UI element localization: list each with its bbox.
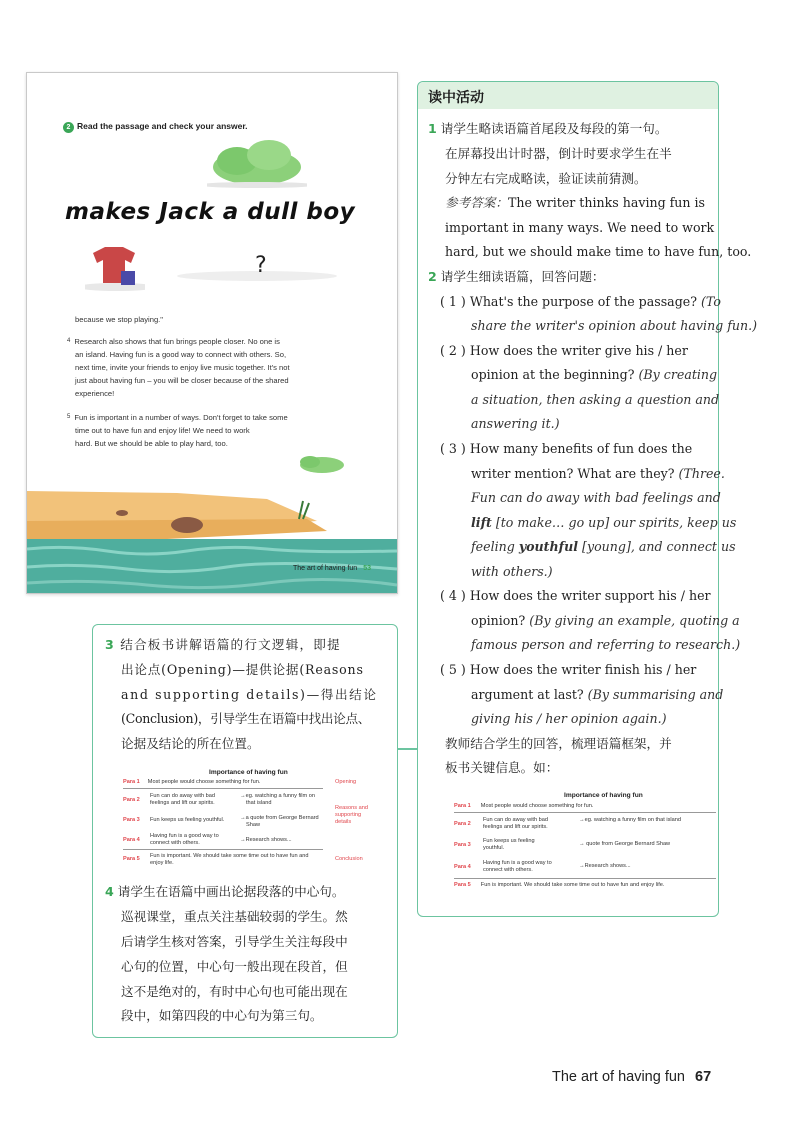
para-label: Para 4 [123, 837, 140, 843]
page-footer [552, 1069, 711, 1085]
answer-line [445, 191, 705, 216]
step-1 [428, 117, 667, 142]
question-text: How many benefits of fun does the [469, 441, 693, 456]
question-number: ( 5 ) [440, 662, 466, 677]
text-line: experience! [75, 389, 115, 398]
question-number: ( 1 ) [440, 294, 466, 309]
cell-text: →Research shows... [579, 863, 631, 869]
structure-tag: Reasons and supporting details [335, 805, 368, 825]
text-line: Fun is important in a number of ways. Don't forget to take some [74, 413, 288, 422]
answer-text: famous person and referring to research.) [471, 637, 741, 652]
cell-text: Fun keeps us feeling [483, 838, 535, 844]
para-label: Para 1 [454, 803, 471, 809]
text-line: 论据及结论的所在位置。 [121, 736, 260, 751]
teaching-steps-box [92, 624, 398, 1038]
step-2 [428, 265, 605, 290]
question-number: ( 4 ) [440, 588, 466, 603]
tshirt-illustration [85, 245, 145, 293]
answer-text: (By creating [638, 367, 718, 382]
box-header-title: 读中活动 [428, 90, 484, 106]
text-line: 在屏幕投出计时器，倒计时要求学生在半 [445, 146, 672, 161]
question-text: argument at last? [471, 687, 584, 702]
text-line: 巡视课堂，重点关注基础较弱的学生。然 [121, 909, 348, 924]
para-label: Para 2 [454, 821, 471, 827]
text-line: 心句的位置，中心句一般出现在段首，但 [121, 959, 348, 974]
question-4 [440, 584, 711, 609]
step-number: 3 [105, 637, 115, 652]
answer-text: Fun can do away with bad feelings and [471, 490, 721, 505]
question-number: ( 2 ) [440, 343, 466, 358]
answer-text: giving his / her opinion again.) [471, 711, 667, 726]
text-line: 段中，如第四段的中心句为第三句。 [121, 1008, 323, 1023]
answer-text: answering it.) [471, 416, 560, 431]
answer-label: 参考答案： [445, 195, 508, 210]
answer-text: (By summarising and [587, 687, 724, 702]
answer-text: share the writer's opinion about having fun.) [471, 318, 758, 333]
step-number: 2 [428, 269, 437, 284]
bush-illustration [207, 135, 307, 190]
text-line: hard, but we should make time to have fun, too. [445, 244, 752, 259]
table-divider [454, 812, 716, 813]
para-label: Para 2 [123, 797, 140, 803]
cell-text: →eg. watching a funny film on that island [579, 817, 681, 823]
step-number: 4 [105, 884, 114, 899]
structure-tag: Conclusion [335, 856, 363, 862]
question-text: How does the writer give his / her [469, 343, 688, 358]
paragraph-3-end: because we stop playing." [75, 315, 163, 324]
structure-tag: Opening [335, 779, 357, 785]
textbook-page-image [26, 72, 398, 594]
answer-text: [young], and connect us [582, 539, 736, 554]
framework-table [454, 792, 716, 892]
question-3 [440, 437, 692, 462]
text-line: 出论点(Opening)—提供论据(Reasons [121, 662, 364, 677]
cell-text: Most people would choose something for fun. [480, 803, 594, 809]
text-line: 后请学生核对答案，引导学生关注每段中 [121, 934, 348, 949]
question-1 [440, 290, 721, 315]
table-title: Importance of having fun [209, 769, 288, 776]
answer-text: with others.) [471, 564, 553, 579]
question-2 [440, 339, 688, 364]
cell-text: connect with others. [150, 840, 200, 846]
text-line: (Conclusion)，引导学生在语篇中找出论点、 [121, 711, 371, 726]
text-line [471, 535, 736, 560]
answer-text: (By giving an example, quoting a [529, 613, 740, 628]
question-5 [440, 658, 696, 683]
para-label: Para 5 [454, 882, 471, 888]
cell-text: Fun can do away with bad [483, 817, 548, 823]
instruction-text: Read the passage and check your answer. [77, 121, 248, 131]
cell-text: Fun is important. We should take some time out to have fun and [150, 853, 309, 859]
cell-text: →eg. watching a funny film on [240, 793, 315, 799]
cell-text: that island [246, 800, 272, 806]
para-label: Para 4 [454, 864, 471, 870]
text-line: 板书关键信息。如： [445, 760, 559, 775]
text-line [471, 511, 736, 536]
question-text: How does the writer finish his / her [469, 662, 697, 677]
question-text: opinion at the beginning? [471, 367, 635, 382]
text-line: Research also shows that fun brings people closer. No one is [74, 337, 280, 346]
framework-table [123, 769, 371, 869]
table-title: Importance of having fun [564, 792, 643, 799]
text-line: 分钟左右完成略读，验证读前猜测。 [445, 171, 647, 186]
text-line: 请学生在语篇中画出论据段落的中心句。 [117, 884, 345, 899]
vocab-word: lift [471, 515, 492, 530]
reading-activity-box [417, 81, 758, 917]
para-label: Para 5 [123, 856, 140, 862]
paragraph-4 [67, 335, 377, 400]
text-line: The writer thinks having fun is [507, 195, 706, 210]
para-label: Para 3 [454, 842, 471, 848]
cell-text: feelings and lift our spirits. [150, 800, 215, 806]
cell-text: Having fun is a good way to [150, 833, 219, 839]
table-divider [123, 788, 323, 789]
text-line: 结合板书讲解语篇的行文逻辑，即提 [120, 637, 341, 652]
page-number: 67 [695, 1069, 712, 1085]
text-line: 请学生细读语篇，回答问题： [440, 269, 605, 284]
table-row [454, 882, 664, 889]
table-divider [454, 878, 716, 879]
cell-text: →a quote from George Bernard [240, 815, 319, 821]
vocab-word: youthful [518, 539, 579, 554]
text-line [471, 609, 740, 634]
paragraph-number: 4 [67, 338, 71, 344]
text-line: next time, invite your friends to enjoy live music together. It's not [75, 363, 290, 372]
answer-text: feeling [471, 539, 515, 554]
passage-title: makes Jack a dull boy [65, 199, 356, 225]
box-header [418, 82, 718, 109]
answer-text: a situation, then asking a question and [471, 392, 720, 407]
cell-text: Fun can do away with bad [150, 793, 215, 799]
cell-text: → quote from George Bernard Shaw [579, 841, 671, 847]
instruction [63, 121, 248, 133]
cell-text: Most people would choose something for fun. [147, 779, 261, 785]
question-text: opinion? [471, 613, 526, 628]
table-row [454, 803, 593, 810]
textbook-footer [293, 565, 371, 572]
text-line: and supporting details)—得出结论 [121, 687, 378, 702]
footer-title: The art of having fun [292, 565, 358, 572]
text-line: important in many ways. We need to work [445, 220, 715, 235]
footer-title: The art of having fun [552, 1069, 685, 1085]
question-text: writer mention? What are they? [471, 466, 675, 481]
question-text: What's the purpose of the passage? [469, 294, 697, 309]
answer-text: [to make… go up] our spirits, keep us [495, 515, 737, 530]
question-text: How does the writer support his / her [469, 588, 711, 603]
text-line: 请学生略读语篇首尾段及每段的第一句。 [440, 121, 668, 136]
cell-text: Having fun is a good way to [483, 860, 552, 866]
connector-line [396, 748, 417, 750]
step-number: 1 [428, 121, 437, 136]
answer-text: (Three. [678, 466, 725, 481]
text-line [471, 683, 723, 708]
text-line [471, 363, 717, 388]
answer-text: (To [700, 294, 721, 309]
para-label: Para 1 [123, 779, 140, 785]
step-4 [105, 880, 344, 905]
cell-text: Fun keeps us feeling youthful. [150, 817, 225, 823]
table-divider [123, 849, 323, 850]
cell-text: connect with others. [483, 867, 533, 873]
para-label: Para 3 [123, 817, 140, 823]
footer-page-number: 53 [363, 565, 371, 572]
cell-text: Fun is important. We should take some time out to have fun and enjoy life. [480, 882, 665, 888]
cell-text: youthful. [483, 845, 505, 851]
text-line: an island. Having fun is a good way to connect with others. So, [75, 350, 287, 359]
text-line: time out to have fun and enjoy life! We need to work [75, 426, 250, 435]
table-row [123, 779, 371, 786]
instruction-number: 2 [63, 122, 74, 133]
paragraph-5 [67, 411, 377, 450]
text-line: 这不是绝对的，有时中心句也可能出现在 [121, 984, 348, 999]
text-line: hard. But we should be able to play hard, too. [75, 439, 228, 448]
text-line: 教师结合学生的回答，梳理语篇框架，并 [445, 736, 672, 751]
question-number: ( 3 ) [440, 441, 466, 456]
step-3 [105, 633, 341, 658]
cell-text: enjoy life. [150, 860, 174, 866]
cell-text: →Research shows... [240, 837, 292, 843]
text-line [471, 462, 725, 487]
cell-text: feelings and lift our spirits. [483, 824, 548, 830]
cell-text: Shaw [246, 822, 260, 828]
text-line: just about having fun – you will be closer because of the shared [75, 376, 289, 385]
paragraph-number: 5 [67, 414, 71, 420]
question-mark: ? [255, 253, 267, 278]
